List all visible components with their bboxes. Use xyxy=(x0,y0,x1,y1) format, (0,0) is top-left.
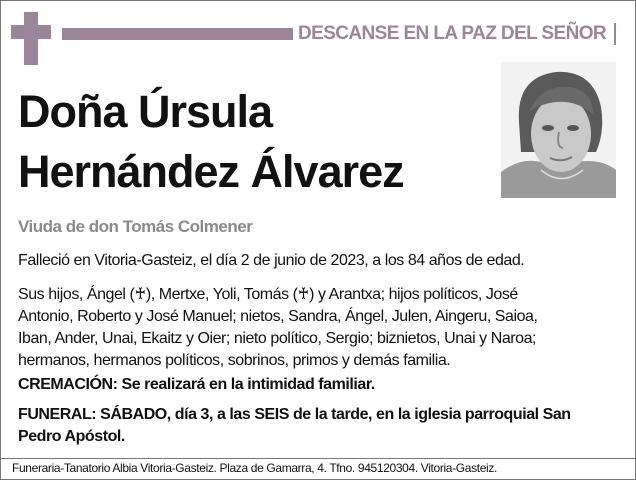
deceased-subtitle: Viuda de don Tomás Colmener xyxy=(18,217,253,236)
portrait-photo xyxy=(501,62,616,198)
family-line: Antonio, Roberto y José Manuel; nietos, Sandra, Ángel, Julen, Aingeru, Saioa, xyxy=(18,308,538,325)
funeral-line: FUNERAL: SÁBADO, día 3, a las SEIS de la tarde, en la iglesia parroquial San xyxy=(18,406,571,423)
deceased-name-line2: Hernández Álvarez xyxy=(18,146,404,197)
family-line: hermanos, hermanos políticos, sobrinos, primos y demás familia. xyxy=(18,352,451,369)
death-notice: Falleció en Vitoria-Gasteiz, el día 2 de junio de 2023, a los 84 años de edad. xyxy=(18,252,525,269)
family-line: Sus hijos, Ángel (♰), Mertxe, Yoli, Tomás (♰) y Arantxa; hijos políticos, José xyxy=(18,286,518,303)
decorative-bar xyxy=(62,28,293,40)
cremation-notice: CREMACIÓN: Se realizará en la intimidad familiar. xyxy=(18,376,375,393)
deceased-name-line1: Doña Úrsula xyxy=(18,86,273,137)
family-line: Iban, Ander, Unai, Ekaitz y Oier; nieto político, Sergio; biznietos, Unai y Naroa; xyxy=(18,330,537,347)
cross-icon-arm xyxy=(11,25,51,39)
family-list xyxy=(18,284,537,372)
funeral-notice xyxy=(18,404,571,448)
funeral-line: Pedro Apóstol. xyxy=(18,428,125,445)
footer-funeral-home: Funeraria-Tanatorio Albia Vitoria-Gasteiz. Plaza de Gamarra, 4. Tfno. 945120304. Vitoria-Gasteiz. xyxy=(12,461,497,475)
header-title: DESCANSE EN LA PAZ DEL SEÑOR xyxy=(298,23,616,45)
footer-divider xyxy=(0,458,636,459)
